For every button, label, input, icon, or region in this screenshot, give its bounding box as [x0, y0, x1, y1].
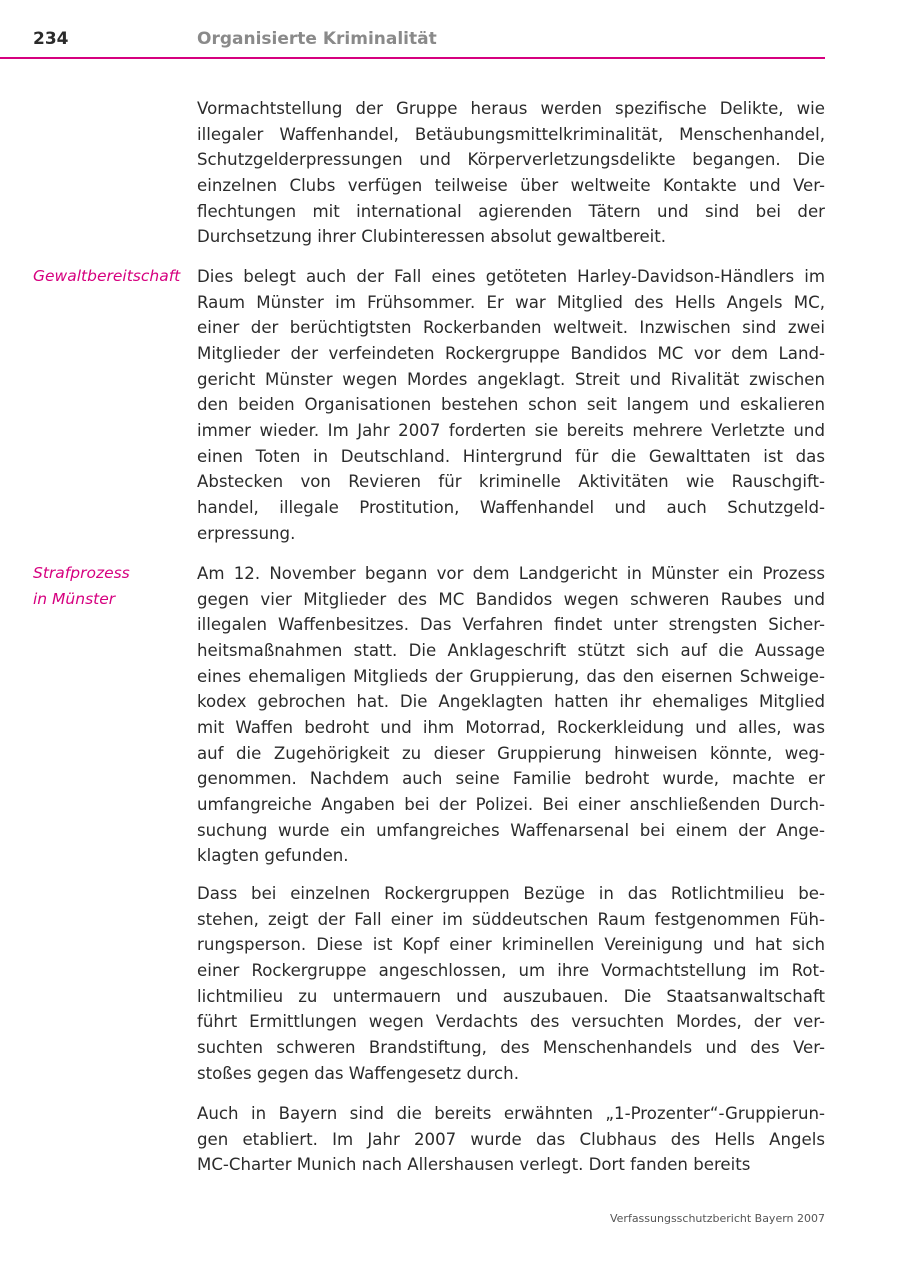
- margin-note: [33, 264, 193, 290]
- text-line: umfangreiche Angaben bei der Polizei. Bei einer anschließenden Durch-: [197, 794, 825, 814]
- text-line: einer Rockergruppe angeschlossen, um ihre Vormachtstellung im Rot-: [197, 960, 825, 980]
- page-header: [0, 24, 825, 59]
- text-line: führt Ermittlungen wegen Verdachts des versuchten Mordes, der ver-: [197, 1012, 825, 1032]
- text-line: kodex gebrochen hat. Die Angeklagten hatten ihr ehemaliges Mitglied: [197, 692, 825, 712]
- text-line: suchung wurde ein umfangreiches Waffenarsenal bei einem der Ange-: [197, 820, 825, 840]
- paragraph: [197, 1101, 825, 1178]
- text-line: Auch in Bayern sind die bereits erwähnten „1-Prozenter“-Gruppierun-: [197, 1104, 825, 1123]
- text-line: gegen vier Mitglieder des MC Bandidos wegen schweren Raubes und: [197, 589, 825, 609]
- text-line: Dass bei einzelnen Rockergruppen Bezüge in das Rotlichtmilieu be-: [197, 884, 825, 903]
- margin-note: [33, 561, 193, 612]
- text-line: Vormachtstellung der Gruppe heraus werden spezifische Delikte, wie: [197, 99, 825, 118]
- margin-note-line: Strafprozess: [33, 564, 130, 582]
- paragraph: [197, 561, 825, 869]
- text-line: lichtmilieu zu untermauern und auszubauen. Die Staatsanwaltschaft: [197, 986, 825, 1006]
- text-line: einzelnen Clubs verfügen teilweise über weltweite Kontakte und Ver-: [197, 175, 825, 195]
- paragraph: [197, 264, 825, 546]
- text-line: Durchsetzung ihrer Clubinteressen absolut gewaltbereit.: [197, 227, 667, 247]
- text-line: Dies belegt auch der Fall eines getöteten Harley-Davidson-Händlers im: [197, 267, 825, 286]
- paragraph: [197, 96, 825, 250]
- text-line: rungsperson. Diese ist Kopf einer kriminellen Vereinigung und hat sich: [197, 935, 825, 955]
- text-line: Abstecken von Revieren für kriminelle Aktivitäten wie Rauschgift-: [197, 472, 825, 492]
- text-line: heitsmaßnahmen statt. Die Anklageschrift stützt sich auf die Aussage: [197, 640, 825, 660]
- text-line: einer der berüchtigtsten Rockerbanden weltweit. Inzwischen sind zwei: [197, 318, 825, 338]
- paragraph: [197, 881, 825, 1086]
- text-line: auf die Zugehörigkeit zu dieser Gruppierung hinweisen könnte, weg-: [197, 743, 825, 763]
- text-line: Schutzgelderpressungen und Körperverletzungsdelikte begangen. Die: [197, 150, 825, 170]
- text-line: handel, illegale Prostitution, Waffenhandel und auch Schutzgeld-: [197, 497, 825, 517]
- text-line: Mitglieder der verfeindeten Rockergruppe Bandidos MC vor dem Land-: [197, 343, 825, 363]
- text-line: mit Waffen bedroht und ihm Motorrad, Rockerkleidung und alles, was: [197, 717, 825, 737]
- text-line: flechtungen mit international agierenden Tätern und sind bei der: [197, 201, 825, 221]
- text-line: stehen, zeigt der Fall einer im süddeutschen Raum festgenommen Füh-: [197, 909, 825, 929]
- page-number: 234: [33, 29, 69, 49]
- margin-note-line: in Münster: [33, 589, 116, 608]
- text-line: den beiden Organisationen bestehen schon seit langem und eskalieren: [197, 395, 825, 415]
- text-line: stoßes gegen das Waffengesetz durch.: [197, 1063, 519, 1083]
- text-line: MC-Charter Munich nach Allershausen verlegt. Dort fanden bereits: [197, 1155, 751, 1175]
- text-line: gericht Münster wegen Mordes angeklagt. Streit und Rivalität zwischen: [197, 369, 825, 389]
- text-line: illegaler Waffenhandel, Betäubungsmittelkriminalität, Menschenhandel,: [197, 124, 825, 144]
- text-line: klagten gefunden.: [197, 846, 349, 866]
- text-line: gen etabliert. Im Jahr 2007 wurde das Clubhaus des Hells Angels: [197, 1129, 825, 1149]
- text-line: immer wieder. Im Jahr 2007 forderten sie bereits mehrere Verletzte und: [197, 420, 825, 440]
- text-line: illegalen Waffenbesitzes. Das Verfahren findet unter strengsten Sicher-: [197, 615, 825, 635]
- text-line: genommen. Nachdem auch seine Familie bedroht wurde, machte er: [197, 769, 825, 789]
- text-line: Raum Münster im Frühsommer. Er war Mitglied des Hells Angels MC,: [197, 292, 825, 312]
- text-line: einen Toten in Deutschland. Hintergrund für die Gewalttaten ist das: [197, 446, 825, 466]
- text-line: suchten schweren Brandstiftung, des Menschenhandels und des Ver-: [197, 1037, 825, 1057]
- text-line: erpressung.: [197, 523, 296, 543]
- margin-note-line: Gewaltbereitschaft: [33, 267, 181, 285]
- text-line: eines ehemaligen Mitglieds der Gruppierung, das den eisernen Schweige-: [197, 666, 825, 686]
- text-line: Am 12. November begann vor dem Landgericht in Münster ein Prozess: [197, 564, 825, 583]
- page-footer: Verfassungsschutzbericht Bayern 2007: [609, 1212, 825, 1225]
- chapter-title: Organisierte Kriminalität: [197, 29, 437, 49]
